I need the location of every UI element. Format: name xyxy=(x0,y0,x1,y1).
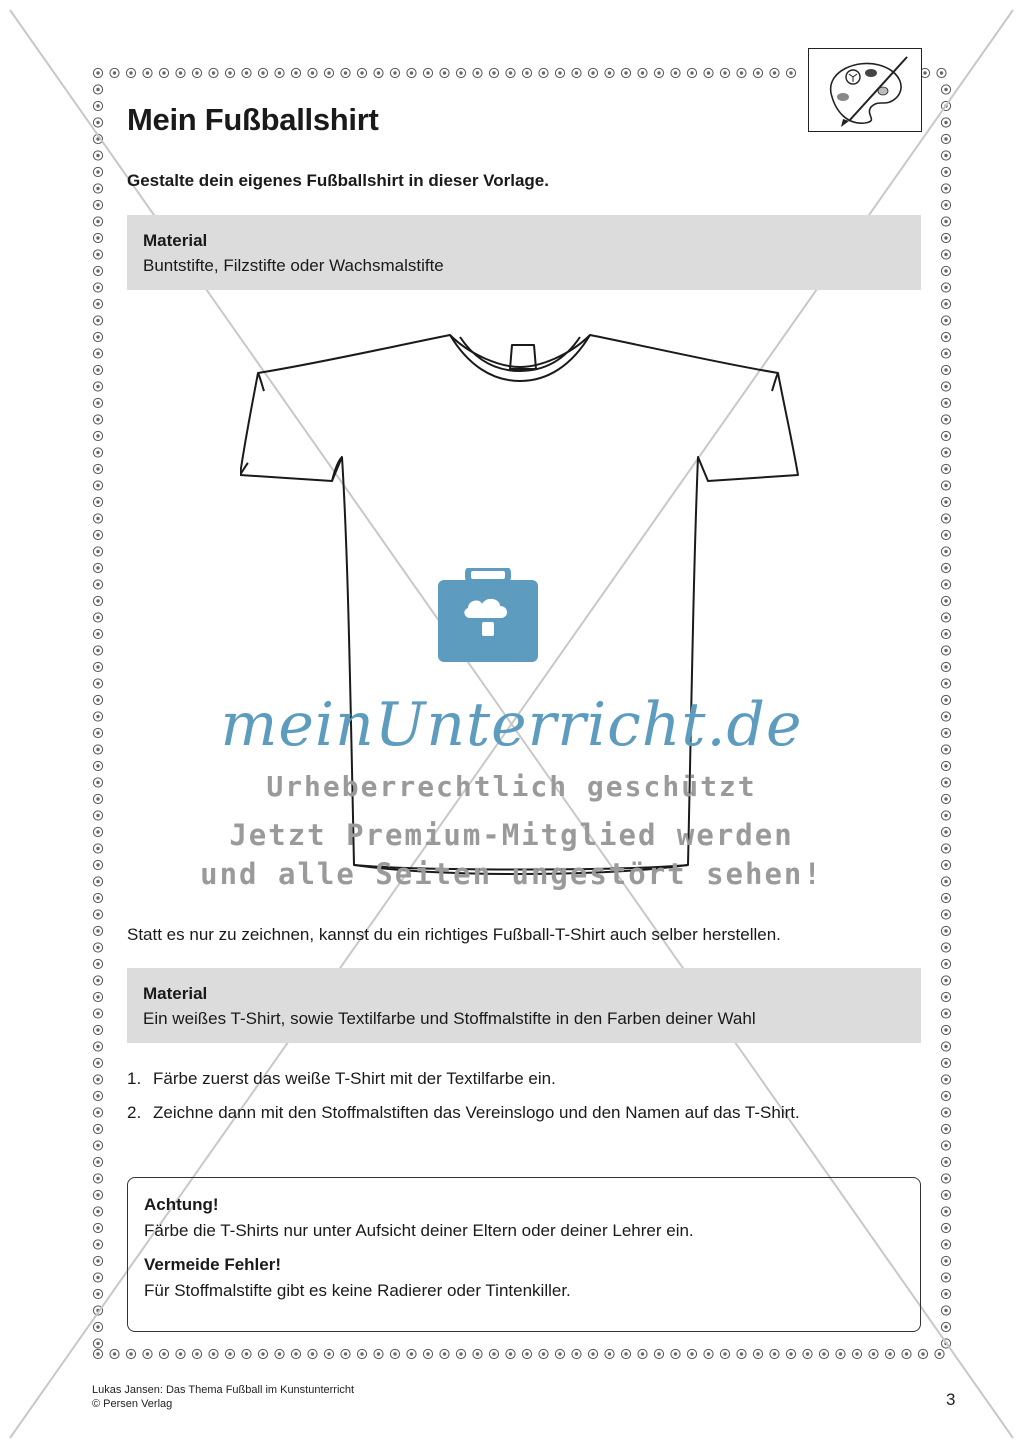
footer-credits xyxy=(92,1383,354,1411)
step-number: 2. xyxy=(127,1103,142,1122)
watermark-line-3: und alle Seiten ungestört sehen! xyxy=(200,857,823,891)
list-item xyxy=(127,1100,917,1126)
tip-heading: Vermeide Fehler! xyxy=(144,1255,282,1274)
tip-text: Für Stoffmalstifte gibt es keine Radierer oder Tintenkiller. xyxy=(144,1281,571,1300)
material-label: Material xyxy=(143,984,208,1003)
step-text: Zeichne dann mit den Stoffmalstiften das Vereinslogo und den Namen auf das T-Shirt. xyxy=(153,1103,800,1122)
instruction-text: Gestalte dein eigenes Fußballshirt in dieser Vorlage. xyxy=(127,171,549,190)
material-box-2 xyxy=(127,968,921,1043)
list-item xyxy=(127,1066,917,1092)
material-box-1 xyxy=(127,215,921,290)
step-number: 1. xyxy=(127,1069,142,1088)
footer-line: © Persen Verlag xyxy=(92,1398,173,1410)
alternative-text: Statt es nur zu zeichnen, kannst du ein richtiges Fußball-T-Shirt auch selber herstellen. xyxy=(127,925,781,944)
warning-text: Färbe die T-Shirts nur unter Aufsicht deiner Eltern oder deiner Lehrer ein. xyxy=(144,1221,694,1240)
briefcase-cloud-icon xyxy=(438,568,538,662)
step-text: Färbe zuerst das weiße T-Shirt mit der Textilfarbe ein. xyxy=(153,1069,556,1088)
palette-icon-box xyxy=(808,48,922,132)
material-label: Material xyxy=(143,231,208,250)
footer-line: Lukas Jansen: Das Thema Fußball im Kunstunterricht xyxy=(92,1384,355,1396)
warning-heading: Achtung! xyxy=(144,1195,219,1214)
page-title: Mein Fußballshirt xyxy=(127,102,379,137)
palette-icon xyxy=(809,49,921,131)
watermark-line-2: Jetzt Premium-Mitglied werden xyxy=(229,818,794,852)
steps-list xyxy=(127,1066,917,1134)
watermark-line-1: Urheberrechtlich geschützt xyxy=(266,770,757,803)
material-text: Buntstifte, Filzstifte oder Wachsmalstifte xyxy=(143,256,444,275)
material-text: Ein weißes T-Shirt, sowie Textilfarbe und Stoffmalstifte in den Farben deiner Wahl xyxy=(143,1009,756,1028)
watermark-brand: meinUnterricht.de xyxy=(220,690,803,760)
page-number: 3 xyxy=(946,1390,956,1409)
warning-box xyxy=(127,1177,921,1332)
